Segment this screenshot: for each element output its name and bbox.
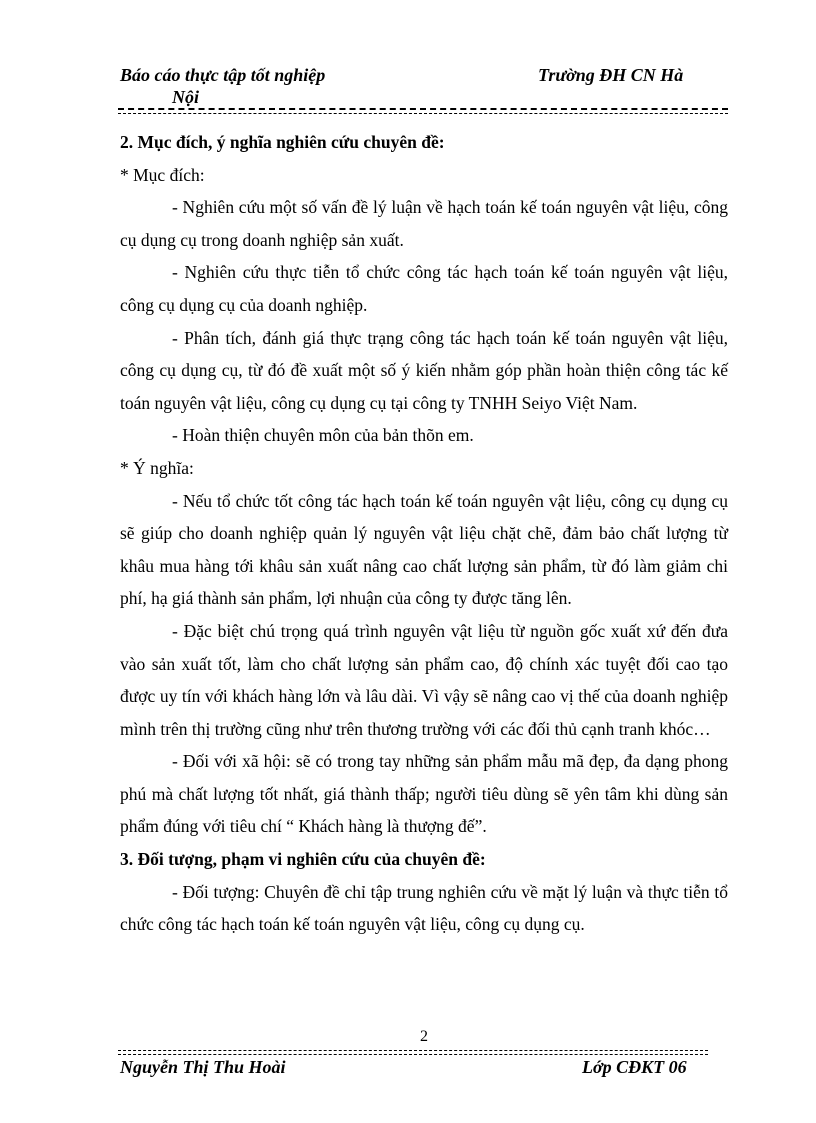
header-divider-secondary — [118, 113, 728, 114]
purpose-item-2: - Nghiên cứu thực tiễn tổ chức công tác hạch toán kế toán nguyên vật liệu, công cụ dụng cụ của doanh nghiệp. — [120, 262, 728, 315]
section-2-heading: 2. Mục đích, ý nghĩa nghiên cứu chuyên đề: — [120, 132, 445, 152]
footer-divider-secondary — [118, 1054, 708, 1055]
header-divider — [118, 108, 728, 110]
footer-class: Lớp CĐKT 06 — [582, 1057, 687, 1077]
meaning-item-3: - Đối với xã hội: sẽ có trong tay những sản phẩm mẫu mã đẹp, đa dạng phong phú mà chất lượng tốt nhất, giá thành thấp; người tiêu dùng sẽ yên tâm khi dùng sản phẩm đúng với tiêu chí “ Khách hàng là thượng đế”. — [120, 751, 728, 837]
purpose-item-1: - Nghiên cứu một số vấn đề lý luận về hạch toán kế toán nguyên vật liệu, công cụ dụng cụ trong doanh nghiệp sản xuất. — [120, 197, 728, 250]
page-number: 2 — [420, 1028, 428, 1045]
header-report-title — [120, 64, 420, 108]
page-body — [120, 126, 728, 941]
header-title-line1: Báo cáo thực tập tốt nghiệp — [120, 65, 326, 85]
meaning-item-1: - Nếu tổ chức tốt công tác hạch toán kế toán nguyên vật liệu, công cụ dụng cụ sẽ giúp cho doanh nghiệp quản lý nguyên vật liệu chặt chẽ, đảm bảo chất lượng từ khâu mua hàng tới khâu sản xuất nâng cao chất lượng sản phẩm, từ đó làm giảm chi phí, hạ giá thành sản phẩm, lợi nhuận của công ty được tăng lên. — [120, 490, 728, 609]
section-3-item-1: - Đối tượng: Chuyên đề chỉ tập trung nghiên cứu về mặt lý luận và thực tiễn tổ chức công tác hạch toán kế toán nguyên vật liệu, công cụ dụng cụ. — [120, 881, 728, 935]
footer-divider — [118, 1050, 708, 1051]
meaning-item-2: - Đặc biệt chú trọng quá trình nguyên vật liệu từ nguồn gốc xuất xứ đến đưa vào sản xuất tốt, làm cho chất lượng sản phẩm cao, độ chính xác tuyệt đối cao tạo được uy tín với khách hàng lớn và lâu dài. Vì vậy sẽ nâng cao vị thế của doanh nghiệp mình trên thị trường cũng như trên thương trường với các đối thủ cạnh tranh khóc… — [120, 620, 728, 739]
purpose-item-4: - Hoàn thiện chuyên môn của bản thõn em. — [172, 425, 474, 446]
footer-author: Nguyễn Thị Thu Hoài — [120, 1057, 286, 1077]
meaning-label: * Ý nghĩa: — [120, 457, 194, 478]
purpose-item-3: - Phân tích, đánh giá thực trạng công tác hạch toán kế toán nguyên vật liệu, công cụ dụng cụ, từ đó đề xuất một số ý kiến nhằm góp phần hoàn thiện công tác kế toán nguyên vật liệu, công cụ dụng cụ tại công ty TNHH Seiyo Việt Nam. — [120, 327, 728, 413]
purpose-label: * Mục đích: — [120, 164, 205, 185]
page-footer — [120, 1057, 700, 1078]
page-header — [120, 64, 730, 112]
section-3-heading: 3. Đối tượng, phạm vi nghiên cứu của chuyên đề: — [120, 849, 486, 870]
header-title-line2: Nội — [172, 87, 199, 107]
header-school-name: Trường ĐH CN Hà — [538, 65, 684, 85]
